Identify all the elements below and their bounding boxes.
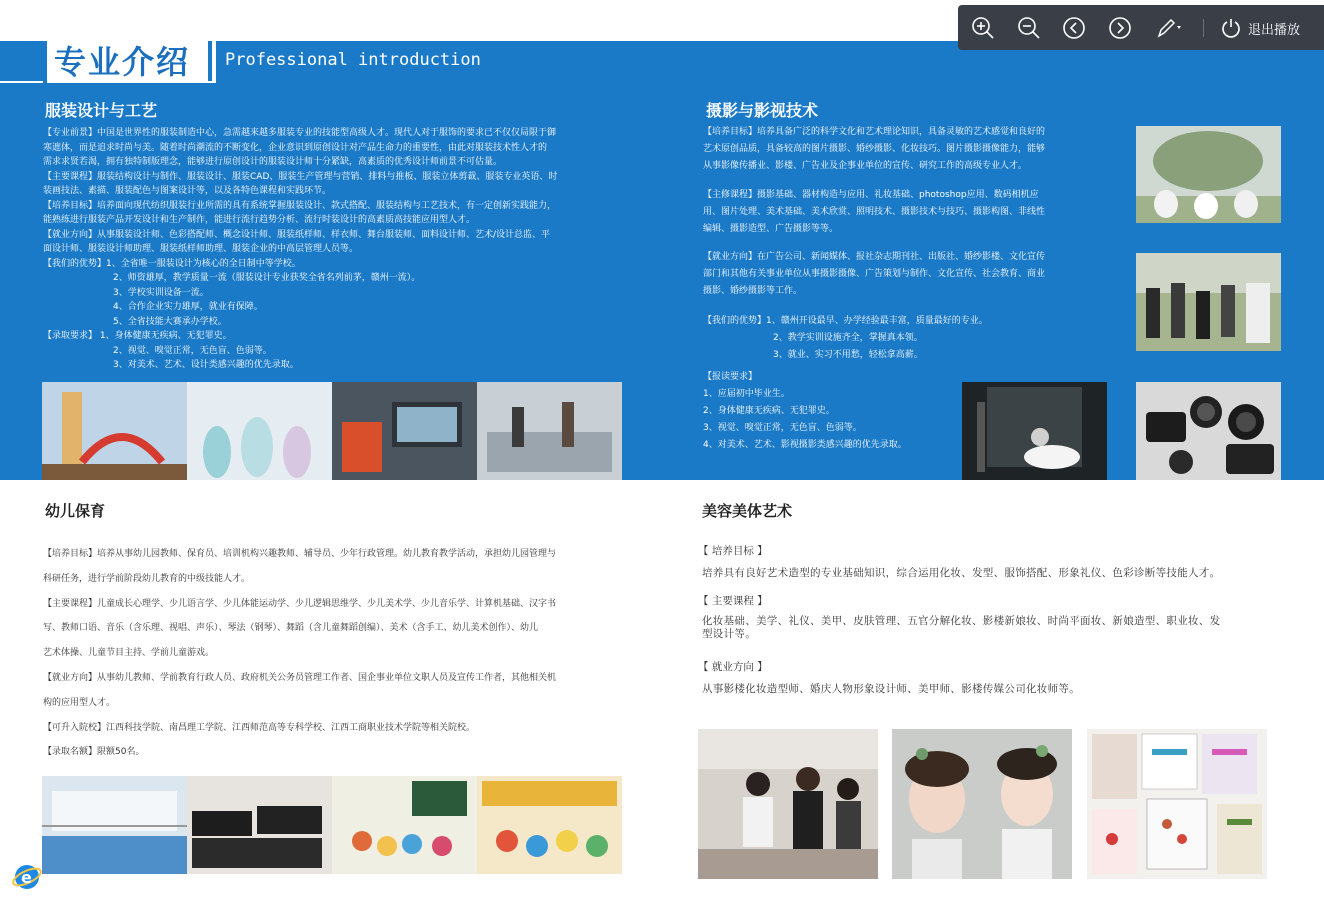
photo-requirements bbox=[703, 369, 907, 454]
fashion-section-title: 服装设计与工艺 bbox=[45, 101, 158, 120]
exit-playback-label: 退出播放 bbox=[1248, 22, 1301, 38]
page-title: 专业介绍 bbox=[54, 43, 191, 81]
kids-line: 【培养目标】培养从事幼儿园教师、保育员、培训机构兴趣教师、辅导员、少年行政管理。幼儿教育教学活动，承担幼儿园管理与 bbox=[43, 549, 557, 559]
toolbar-separator bbox=[1203, 19, 1204, 37]
kids-description bbox=[43, 542, 556, 765]
photo-adv-line: 【我们的优势】1、赣州开设最早、办学经验最丰富，质量最好的专业。 bbox=[703, 316, 988, 326]
zoom-in-icon[interactable] bbox=[970, 15, 996, 41]
beauty-section-title: 美容美体艺术 bbox=[702, 502, 793, 520]
photo-course-line: 编辑、摄影造型、广告摄影等等。 bbox=[703, 224, 839, 234]
photo-course-line: 用、图片处理、美术基础、美术欣赏、照明技术、摄影技术与技巧、摄影构图、非线性 bbox=[703, 207, 1046, 217]
fashion-line: 能熟练进行服装产品开发设计和生产制作，能进行流行趋势分析、流行时装设计的高素质高技能应用型人才。 bbox=[43, 215, 476, 225]
kids-line: 【就业方向】从事幼儿教师、学前教育行政人员、政府机关公务员管理工作者、国企事业单位文职人员及宣传工作者，其他相关机 bbox=[43, 672, 557, 683]
prev-icon[interactable] bbox=[1061, 15, 1087, 41]
photo-advantages bbox=[703, 313, 988, 364]
exit-playback-button[interactable] bbox=[1220, 15, 1300, 41]
photo-goal-line: 艺术原创品质，具备较高的图片摄影、婚纱摄影、化妆技巧。图片摄影摄像能力，能够 bbox=[703, 144, 1046, 154]
fashion-line: 需求求贤若渴，拥有独特制版理念，能够进行原创设计的服装设计师十分紧缺，高素质的优秀设计师前景不可估量。 bbox=[43, 157, 503, 167]
photo-goal-line: 【培养目标】培养具备广泛的科学文化和艺术理论知识，具备灵敏的艺术感觉和良好的 bbox=[703, 127, 1046, 137]
photo-job-line: 【就业方向】在广告公司、新闻媒体、报社杂志期刊社、出版社、婚纱影楼、文化宣传 bbox=[703, 252, 1046, 262]
fashion-line: 2、师资雄厚，教学质量一流（服装设计专业获奖全省名列前茅，赣州一流）。 bbox=[113, 273, 421, 283]
player-toolbar bbox=[958, 5, 1324, 50]
students-photo bbox=[1136, 253, 1281, 351]
photo-jobs bbox=[703, 249, 1045, 300]
photo-course-line: 【主修课程】摄影基础、器材构造与应用、礼妆基础、photoshop应用、数码相机应 bbox=[703, 190, 1039, 200]
pen-icon[interactable] bbox=[1154, 15, 1184, 41]
photo-section-title: 摄影与影视技术 bbox=[706, 101, 819, 120]
page-subtitle: Professional introduction bbox=[225, 50, 481, 70]
kids-line: 艺术体操、儿童节目主持、学前儿童游戏。 bbox=[43, 648, 215, 659]
fashion-line: 3、学校实训设备一流。 bbox=[113, 287, 209, 298]
fashion-line: 【培养目标】培养面向现代纺织服装行业所需的具有系统掌握服装设计、款式搭配、服装结构与工艺技术，有一定创新实践能力， bbox=[43, 200, 557, 211]
zoom-out-icon[interactable] bbox=[1016, 15, 1042, 41]
kids-line: 构的应用型人才。 bbox=[43, 697, 116, 708]
fashion-line: 【专业前景】中国是世界性的服装制造中心，急需越来越多服装专业的技能型高级人才。现代人对于服饰的要求已不仅仅局限于御 bbox=[43, 128, 557, 138]
fashion-photo-strip bbox=[42, 382, 622, 480]
kids-section-title: 幼儿保育 bbox=[45, 502, 106, 520]
beauty-course-line: 型设计等。 bbox=[702, 628, 756, 640]
fashion-line: 寒遮体，而是追求时尚与美。随着时尚潮流的不断变化，企业意识到原创设计对产品生命力的重要性，由此对服装技术性人才的 bbox=[43, 142, 548, 153]
kids-line: 【录取名额】限额50名。 bbox=[43, 747, 145, 758]
photo-req-line: 【报读要求】 bbox=[703, 372, 758, 382]
fashion-line: 面设计师、服装设计师助理、服装纸样师助理、服装企业的中高层管理人员等。 bbox=[43, 244, 359, 254]
fashion-line: 【录取要求】 1、身体健康无疾病、无犯罪史。 bbox=[43, 331, 232, 341]
photo-adv-line: 2、教学实训设施齐全，掌握真本领。 bbox=[773, 333, 923, 343]
photo-job-line: 摄影、婚纱摄影等工作。 bbox=[703, 286, 803, 296]
wedding-photo bbox=[1136, 126, 1281, 223]
browser-icon[interactable] bbox=[12, 862, 42, 892]
fashion-line: 4、合作企业实力雄厚，就业有保障。 bbox=[113, 302, 263, 312]
beauty-course-head: 【 主要课程 】 bbox=[698, 595, 768, 607]
nail-art-photo bbox=[1087, 729, 1267, 879]
photo-goal bbox=[703, 124, 1045, 175]
beauty-job: 从事影楼化妆造型师、婚庆人物形象设计师、美甲师、影楼传媒公司化妆师等。 bbox=[702, 683, 1080, 695]
kids-line: 科研任务，进行学前阶段幼儿教育的中级技能人才。 bbox=[43, 573, 251, 584]
photo-req-line: 4、对美术、艺术、影视摄影类感兴趣的优先录取。 bbox=[703, 440, 907, 450]
kids-line: 【主要课程】儿童成长心理学、少儿语言学、少儿体能运动学、少儿逻辑思维学、少儿美术学、少儿音乐学、计算机基础、汉字书 bbox=[43, 598, 557, 609]
photo-req-line: 2、身体健康无疾病、无犯罪史。 bbox=[703, 406, 835, 416]
photo-req-line: 3、视觉、嗅觉正常，无色盲、色弱等。 bbox=[703, 423, 862, 433]
beauty-course-line: 化妆基础、美学、礼仪、美甲、皮肤管理、五官分解化妆、影楼新娘妆、时尚平面妆、新娘造型、职业妆、发 bbox=[702, 615, 1221, 627]
photo-courses bbox=[703, 187, 1045, 238]
fashion-line: 【就业方向】从事服装设计师、色彩搭配师、概念设计师、服装纸样师、样衣师、舞台服装师、面料设计师、艺术/设计总监、平 bbox=[43, 229, 551, 240]
fashion-line: 【主要课程】服装结构设计与制作、服装设计、服装CAD、服装生产管理与营销、排料与推板、服装立体剪裁、服装专业英语、时 bbox=[43, 171, 558, 182]
fashion-line: 【我们的优势】1、全省唯一服装设计为核心的全日制中等学校。 bbox=[43, 258, 301, 269]
fashion-line: 5、全省技能大赛承办学校。 bbox=[113, 316, 227, 327]
photo-adv-line: 3、就业、实习不用愁，轻松拿高薪。 bbox=[773, 350, 923, 360]
photo-goal-line: 从事影像传播业、影楼、广告业及企事业单位的宣传、研究工作的高级专业人才。 bbox=[703, 161, 1028, 171]
photo-req-line: 1、应届初中毕业生。 bbox=[703, 389, 790, 399]
next-icon[interactable] bbox=[1107, 15, 1133, 41]
fashion-line: 2、视觉、嗅觉正常，无色盲、色弱等。 bbox=[113, 345, 272, 356]
svg-text:e: e bbox=[21, 868, 32, 887]
makeup-class-photo bbox=[698, 729, 878, 879]
beauty-job-head: 【 就业方向 】 bbox=[698, 661, 768, 673]
camera-gear-photo bbox=[1136, 382, 1281, 480]
beauty-courses bbox=[702, 615, 1220, 641]
photo-job-line: 部门和其他有关事业单位从事摄影摄像、广告策划与制作、文化宣传、社会教育、商业 bbox=[703, 269, 1046, 279]
bridal-makeup-photo bbox=[892, 729, 1072, 879]
power-icon bbox=[1220, 17, 1242, 39]
fashion-line: 装画技法、素描、服装配色与图案设计等，以及各特色课程和实践环节。 bbox=[43, 186, 332, 196]
beauty-goal-head: 【 培养目标 】 bbox=[698, 545, 768, 557]
kids-line: 【可升入院校】江西科技学院、南昌理工学院、江西师范高等专科学校、江西工商职业技术学院等相关院校。 bbox=[43, 722, 476, 733]
fashion-line: 3、对美术、艺术、设计类感兴趣的优先录取。 bbox=[113, 360, 299, 370]
studio-photo bbox=[962, 382, 1107, 480]
kids-line: 写、教师口语、音乐（含乐理、视唱、声乐）、琴法（钢琴）、舞蹈（含儿童舞蹈创编）、美术（含手工、幼儿美术创作）、幼儿 bbox=[43, 623, 539, 634]
kids-photo-strip bbox=[42, 776, 622, 874]
fashion-description bbox=[43, 126, 557, 373]
beauty-goal: 培养具有良好艺术造型的专业基础知识，综合运用化妆、发型、服饰搭配、形象礼仪、色彩诊断等技能人才。 bbox=[702, 567, 1221, 579]
